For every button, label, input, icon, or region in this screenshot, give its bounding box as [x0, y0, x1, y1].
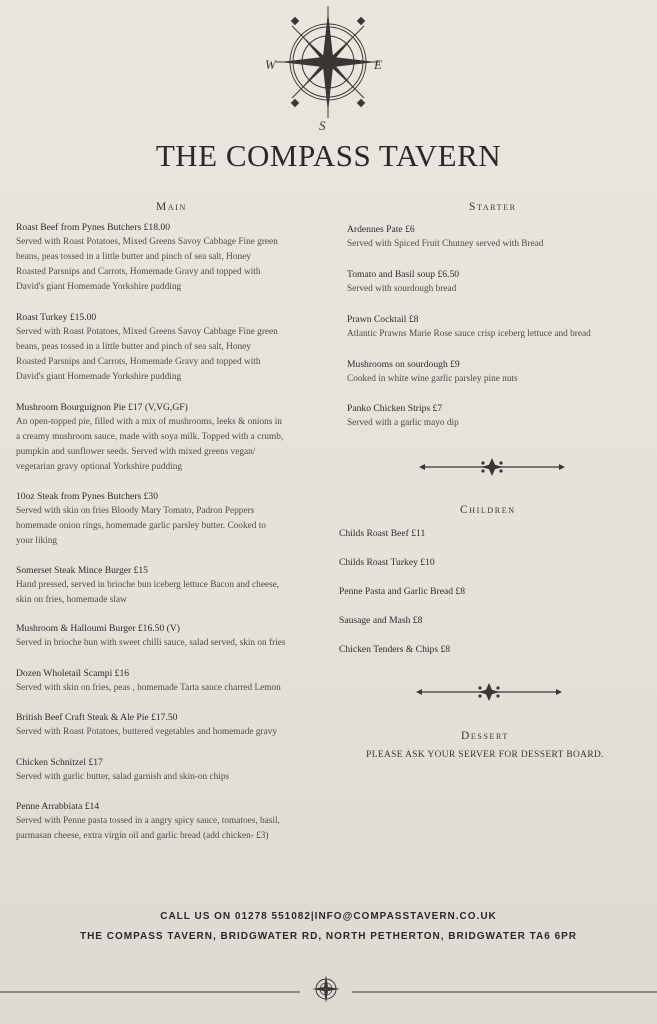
main-item [16, 622, 321, 651]
menu-item-desc: Served with Roast Potatoes, Mixed Greens Savoy Cabbage Fine green [16, 327, 278, 337]
main-item [16, 311, 321, 385]
menu-item-desc: Served with Spiced Fruit Chutney served with Bread [347, 239, 544, 249]
menu-item-name: Somerset Steak Mince Burger £15 [16, 565, 148, 576]
menu-item-name: Penne Arrabbiata £14 [16, 801, 100, 812]
dessert-note: PLEASE ASK YOUR SERVER FOR DESSERT BOARD. [366, 750, 604, 760]
menu-item-desc: Served in brioche bun with sweet chilli sauce, salad served, skin on fries [16, 638, 286, 648]
main-item [16, 490, 321, 549]
main-section-heading: Main [156, 201, 187, 213]
menu-item-desc: Roasted Parsnips and Carrots, Homemade Gravy and topped with [16, 267, 261, 277]
children-section-heading: Children [460, 504, 516, 516]
compass-rose-logo-icon [262, 2, 388, 132]
menu-item-desc: skin on fries, homemade slaw [16, 595, 127, 605]
children-item: Sausage and Mash £8 [339, 615, 423, 626]
menu-item-desc: a creamy mushroom sauce, made with soya milk. Topped with a crumb, [16, 432, 284, 442]
menu-item-name: Roast Turkey £15.00 [16, 312, 97, 323]
main-item [16, 667, 321, 696]
menu-item-name: British Beef Craft Steak & Ale Pie £17.50 [16, 712, 178, 723]
compass-letter-west: W [265, 57, 276, 72]
menu-item-desc: Served with Roast Potatoes, buttered vegetables and homemade gravy [16, 727, 278, 737]
starter-item [347, 268, 637, 297]
menu-item-name: Mushroom & Halloumi Burger £16.50 (V) [16, 623, 180, 634]
menu-item-desc: vegetarian gravy optional Yorkshire pudding [16, 462, 183, 472]
children-item: Chicken Tenders & Chips £8 [339, 644, 451, 655]
menu-item-desc: homemade onion rings, homemade garlic parsley butter. Cooked to [16, 521, 266, 531]
menu-item-desc: pumpkin and sunflower seeds. Served with mixed greens vegan/ [16, 447, 256, 457]
main-item [16, 800, 321, 844]
dessert-section-heading: Dessert [461, 730, 509, 742]
ornamental-divider-icon [417, 457, 567, 477]
menu-item-desc: your liking [16, 536, 58, 546]
menu-item-desc: David's giant Homemade Yorkshire pudding [16, 372, 182, 382]
starter-item [347, 223, 637, 252]
main-item [16, 711, 321, 740]
menu-item-desc: Roasted Parsnips and Carrots, Homemade Gravy and topped with [16, 357, 261, 367]
menu-item-desc: Served with skin on fries, peas , homemade Tarta sauce charred Lemon [16, 683, 281, 693]
menu-item-desc: Served with skin on fries Bloody Mary Tomato, Padron Peppers [16, 506, 255, 516]
menu-item-desc: Hand pressed, served in brioche bun iceberg lettuce Bacon and cheese, [16, 580, 280, 590]
menu-item-name: Dozen Wholetail Scampi £16 [16, 668, 130, 679]
menu-item-desc: David's giant Homemade Yorkshire pudding [16, 282, 182, 292]
menu-item-desc: Served with a garlic mayo dip [347, 418, 459, 428]
compass-letter-east: E [374, 57, 382, 72]
main-item [16, 401, 321, 475]
menu-item-name: Mushrooms on sourdough £9 [347, 359, 460, 370]
menu-item-desc: beans, peas tossed in a little butter and pinch of sea salt, Honey [16, 342, 251, 352]
menu-item-desc: parmasan cheese, extra virgin oil and garlic bread (add chicken- £3) [16, 831, 269, 841]
ornamental-divider-icon [414, 682, 564, 702]
starter-item [347, 313, 637, 342]
menu-item-desc: Cooked in white wine garlic parsley pine nuts [347, 374, 518, 384]
starter-section-heading: Starter [469, 201, 517, 213]
menu-item-name: Tomato and Basil soup £6.50 [347, 269, 460, 280]
menu-item-name: Roast Beef from Pynes Butchers £18.00 [16, 222, 171, 233]
children-item: Penne Pasta and Garlic Bread £8 [339, 586, 466, 597]
starter-item [347, 358, 637, 387]
footer-contact: CALL US ON 01278 551082|INFO@COMPASSTAVERN.CO.UK [160, 911, 497, 922]
starter-item [347, 402, 637, 431]
menu-item-desc: An open-topped pie, filled with a mix of mushrooms, leeks & onions in [16, 417, 282, 427]
menu-item-name: 10oz Steak from Pynes Butchers £30 [16, 491, 159, 502]
menu-item-desc: Served with Penne pasta tossed in a angry spicy sauce, tomatoes, basil, [16, 816, 280, 826]
main-item [16, 756, 321, 785]
children-item: Childs Roast Beef £11 [339, 528, 426, 539]
menu-item-name: Ardennes Pate £6 [347, 224, 415, 235]
compass-letter-south: S [319, 118, 326, 132]
menu-item-desc: Atlantic Prawns Marie Rose sauce crisp iceberg lettuce and bread [347, 329, 591, 339]
menu-item-desc: Served with Roast Potatoes, Mixed Greens Savoy Cabbage Fine green [16, 237, 278, 247]
menu-item-desc: beans, peas tossed in a little butter and pinch of sea salt, Honey [16, 252, 251, 262]
children-item: Childs Roast Turkey £10 [339, 557, 435, 568]
menu-item-name: Panko Chicken Strips £7 [347, 403, 443, 414]
footer-address: THE COMPASS TAVERN, BRIDGWATER RD, NORTH PETHERTON, BRIDGWATER TA6 6PR [79, 931, 578, 942]
menu-item-desc: Served with garlic butter, salad garnish and skin-on chips [16, 772, 230, 782]
menu-item-name: Mushroom Bourguignon Pie £17 (V,VG,GF) [16, 402, 188, 413]
menu-item-name: Chicken Schnitzel £17 [16, 757, 103, 768]
main-item [16, 221, 321, 295]
compass-small-icon [311, 974, 341, 1004]
menu-item-name: Prawn Cocktail £8 [347, 314, 419, 325]
main-item [16, 564, 321, 608]
restaurant-title: THE COMPASS TAVERN [155, 138, 502, 173]
menu-item-desc: Served with sourdough bread [347, 284, 457, 294]
